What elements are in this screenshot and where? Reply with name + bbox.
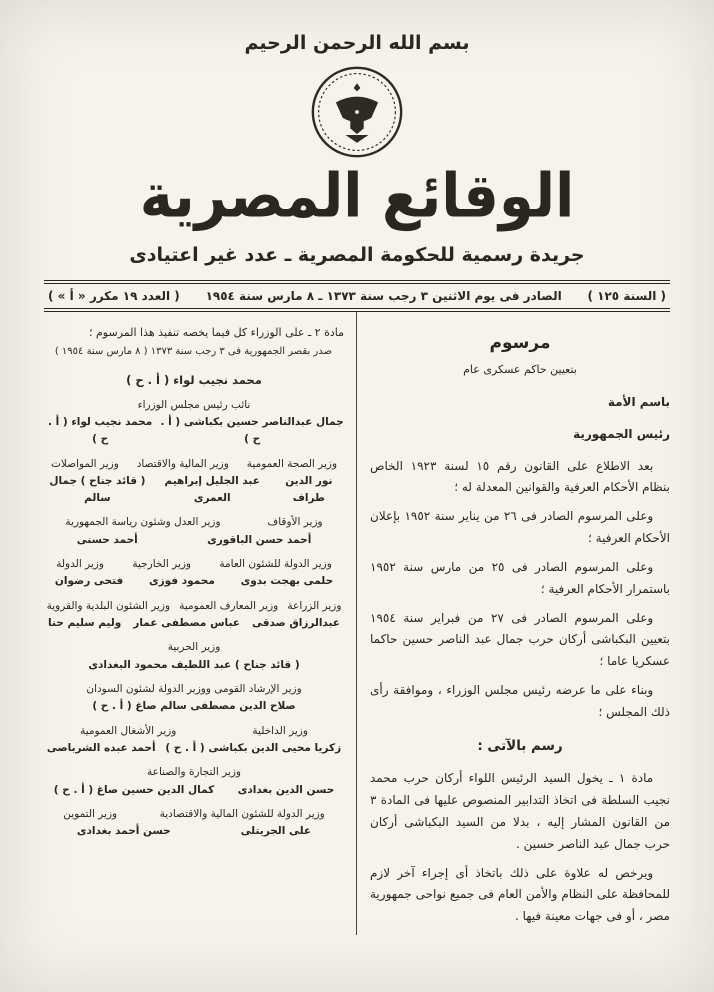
issue-date-line: الصادر فى يوم الاثنين ٣ رجب سنة ١٣٧٣ ـ ٨ مارس سنة ١٩٥٤ [205, 289, 562, 303]
officials-title-row [44, 556, 344, 573]
officials-name-row [44, 573, 344, 590]
official-title: وزير الأشغال العمومية [80, 724, 177, 737]
gazette-title: الوقائع المصرية [139, 161, 575, 232]
decree-heading: مرسوم [489, 333, 551, 353]
officials-title-row [44, 764, 344, 781]
official-name: حلمى بهجت بدوى [240, 575, 334, 588]
official-name: ( قائد جناح ) عبد اللطيف محمود البغدادى [88, 658, 300, 671]
officials-name-row [44, 657, 344, 674]
signatures-column [44, 312, 356, 935]
officials-name-row [44, 414, 344, 449]
official-title: وزير التجارة والصناعة [147, 766, 241, 779]
official-name: أحمد حسن الباقورى [207, 533, 312, 546]
official-name: أحمد حسنى [76, 533, 138, 546]
official-title: وزير الدولة [56, 558, 104, 571]
officials-name-row [44, 698, 344, 715]
officials-name-row [44, 823, 344, 840]
bismillah-calligraphy: بسم الله الرحمن الرحيم [244, 32, 470, 54]
officials-title-row [44, 681, 344, 698]
official-title: وزير الدولة للشئون المالية والاقتصادية [159, 807, 325, 820]
preamble-paragraph: وعلى المرسوم الصادر فى ٢٥ من مارس سنة ١٩٥٢ باستمرار الأحكام العرفية ؛ [370, 559, 670, 596]
official-name: عبدالرزاق صدقى [251, 617, 340, 630]
officials-title-row [44, 514, 344, 531]
officials-title-row [44, 397, 344, 414]
officials-title-row [44, 806, 344, 823]
official-title: وزير المالية والاقتصاد [136, 457, 229, 470]
issue-number: ( العدد ١٩ مكرر « أ » ) [48, 289, 180, 303]
official-title: وزير الحربية [167, 641, 221, 654]
president-signature: محمد نجيب لواء ( أ . ح ) [126, 372, 262, 387]
official-title: وزير التموين [63, 807, 118, 820]
official-name: صلاح الدين مصطفى سالم صاغ ( أ . ح ) [92, 700, 296, 713]
official-name: عباس مصطفى عمار [133, 617, 240, 630]
gazette-year-number: ( السنة ١٢٥ ) [587, 289, 666, 303]
preamble-paragraph: بعد الاطلاع على القانون رقم ١٥ لسنة ١٩٢٣ الخاص بنظام الأحكام العرفية والقوانين المعدلة له ؛ [370, 458, 670, 495]
official-name: ( قائد جناح ) جمال سالم [49, 474, 146, 505]
official-title: وزير المعارف العمومية [179, 599, 279, 612]
officials-title-row [44, 723, 344, 740]
officials-title-row [44, 639, 344, 656]
issued-at-line: صدر بقصر الجمهورية فى ٣ رجب سنة ١٣٧٣ ( ٨ مارس سنة ١٩٥٤ ) [54, 346, 332, 358]
egypt-eagle-seal-icon [309, 64, 405, 160]
official-title: وزير الأوقاف [267, 516, 323, 529]
officials-title-row [44, 598, 344, 615]
preamble-paragraph: وعلى المرسوم الصادر فى ٢٦ من يناير سنة ١٩٥٢ بإعلان الأحكام العرفية ؛ [370, 509, 670, 546]
official-name: حسن أحمد بغدادى [76, 825, 171, 838]
official-title: وزير الدولة للشئون العامة [219, 558, 332, 571]
emblem-wrap [44, 64, 670, 160]
official-title: وزير الداخلية [252, 724, 308, 737]
article-2: مادة ٢ ـ على الوزراء كل فيما يخصه تنفيذ هذا المرسوم ؛ [89, 326, 344, 339]
officials-title-row [44, 456, 344, 473]
official-name: على الجريتلى [240, 825, 312, 838]
official-name: جمال عبدالناصر حسين بكباشى ( أ . ح ) [160, 415, 344, 446]
decree-column [356, 312, 670, 935]
page-body [44, 312, 670, 935]
official-title: وزير الخارجية [132, 558, 191, 571]
officials-name-row [44, 473, 344, 508]
official-title: نائب رئيس مجلس الوزراء [137, 398, 251, 411]
official-title: وزير الصحة العمومية [246, 457, 338, 470]
enactment-formula: رسم بالآتى : [477, 737, 563, 754]
official-title: وزير العدل وشئون رياسة الجمهورية [65, 516, 221, 529]
decree-subject: بتعيين حاكم عسكرى عام [463, 362, 577, 376]
issue-bar-rules [44, 280, 670, 312]
officials-name-row [44, 782, 344, 799]
official-name: وليم سليم حنا [48, 617, 122, 630]
preamble-paragraph: وعلى المرسوم الصادر فى ٢٧ من فبراير سنة ١٩٥٤ بتعيين البكباشى أركان حرب جمال عبد الناصر حسين حاكما عسكريا عاما ؛ [370, 610, 670, 669]
officials-name-row [44, 532, 344, 549]
president-of-republic-line: رئيس الجمهورية [573, 426, 670, 441]
article-1: مادة ١ ـ يخول السيد الرئيس اللواء أركان حرب محمد نجيب السلطة فى اتخاذ التدابير المنصوص عليها فى المادة ٣ من القانون المشار إليه ، بدلا من السيد البكباشى أركان حرب جمال عبد الناصر حسين . [370, 771, 670, 851]
official-name: نور الدين طراف [285, 474, 333, 505]
official-title: وزير الزراعة [287, 599, 342, 612]
issue-bar [44, 283, 670, 309]
official-name: حسن الدين بغدادى [237, 783, 335, 796]
preamble-paragraph: وبناء على ما عرضه رئيس مجلس الوزراء ، وموافقة رأى ذلك المجلس ؛ [370, 683, 670, 719]
official-name: أحمد عبده الشرباصى [46, 741, 156, 754]
official-name: كمال الدين حسين صاغ ( أ . ح ) [53, 783, 215, 796]
official-name: عبد الجليل إبراهيم العمرى [164, 474, 260, 505]
official-name: محمد نجيب لواء ( أ . ح ) [48, 415, 153, 446]
article-1-continuation: ويرخص له علاوة على ذلك باتخاذ أى إجراء آخر لازم للمحافظة على النظام والأمن العام فى جميع نواحى جمهورية مصر ، أو فى جهات معينة فيها . [370, 865, 670, 924]
in-name-of-nation: باسم الأمة [607, 394, 670, 409]
official-name: محمود فوزى [148, 575, 215, 588]
officials-name-row [44, 740, 344, 757]
gazette-subtitle: جريدة رسمية للحكومة المصرية ـ عدد غير اعتيادى [129, 244, 585, 266]
official-name: فتحى رضوان [54, 575, 124, 588]
official-title: وزير المواصلات [51, 457, 119, 470]
official-title: وزير الإرشاد القومى ووزير الدولة لشئون السودان [86, 682, 302, 695]
officials-name-row [44, 615, 344, 632]
official-title: وزير الشئون البلدية والقروية [46, 599, 171, 612]
official-name: زكريا محيى الدين بكباشى ( أ . ح ) [165, 741, 342, 754]
